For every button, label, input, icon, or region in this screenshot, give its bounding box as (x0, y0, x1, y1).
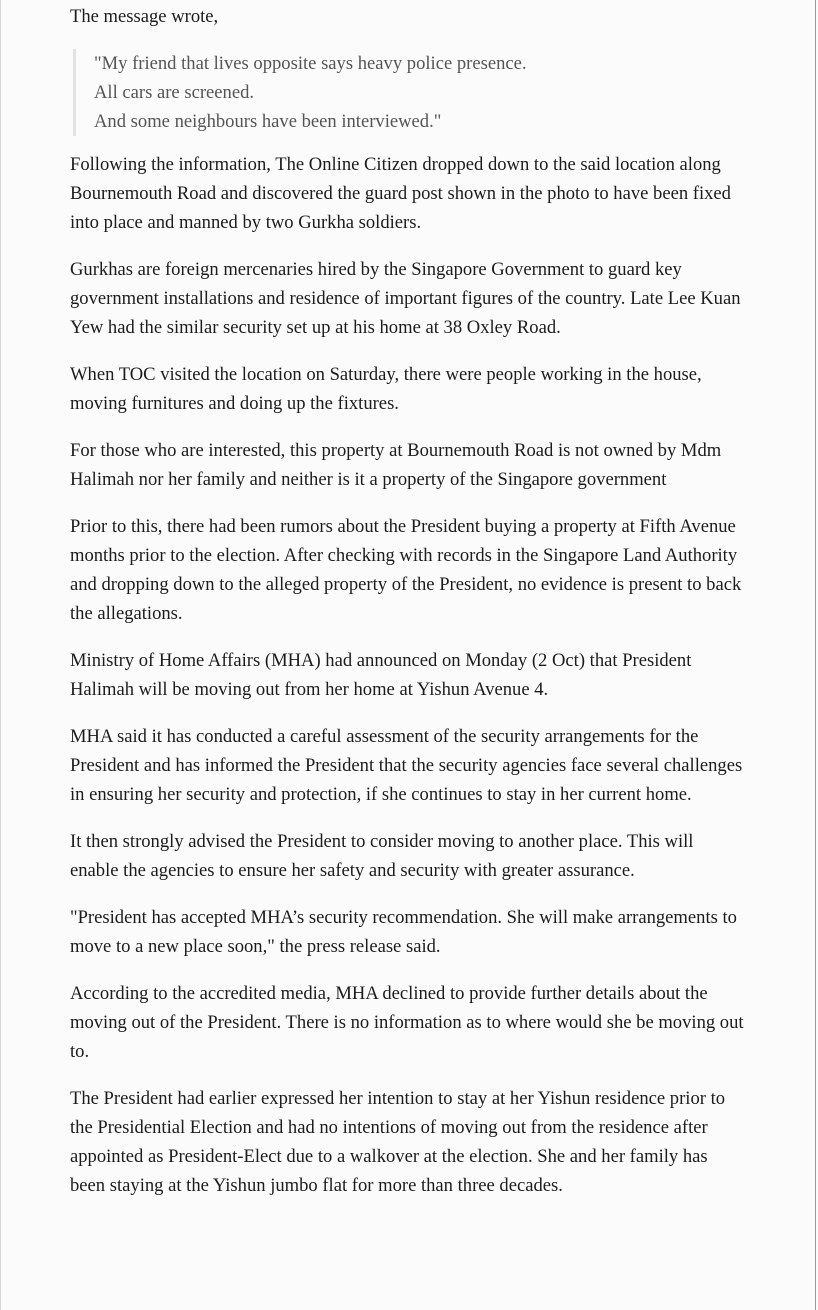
quote-line: And some neighbours have been interviewed." (94, 111, 442, 132)
intro-text: The message wrote, (70, 6, 219, 27)
paragraph: It then strongly advised the President to consider moving to another place. This will enable the agencies to ensure her safety and security with greater assurance. (70, 831, 694, 881)
paragraph: "President has accepted MHA’s security recommendation. She will make arrangements to move to a new place soon," the press release said. (70, 907, 737, 957)
paragraph: Ministry of Home Affairs (MHA) had announced on Monday (2 Oct) that President Halimah will be moving out from her home at Yishun Avenue 4. (70, 650, 692, 700)
paragraph: When TOC visited the location on Saturday, there were people working in the house, moving furnitures and doing up the fixtures. (70, 364, 702, 414)
blockquote (73, 49, 746, 136)
quote-line: "My friend that lives opposite says heavy police presence. (94, 53, 527, 74)
paragraph: Gurkhas are foreign mercenaries hired by the Singapore Government to guard key government installations and residence of important figures of the country. Late Lee Kuan Yew had the similar security set up at his home at 38 Oxley Road. (70, 259, 741, 338)
paragraph: Following the information, The Online Citizen dropped down to the said location along Bournemouth Road and discovered the guard post shown in the photo to have been fixed into place and manned by two Gurkha soldiers. (70, 154, 731, 233)
paragraph: According to the accredited media, MHA declined to provide further details about the moving out of the President. There is no information as to where would she be moving out to. (70, 983, 744, 1062)
article-body (70, 2, 746, 1218)
paragraph: MHA said it has conducted a careful assessment of the security arrangements for the President and has informed the President that the security agencies face several challenges in ensuring her security and protection, if she continues to stay in her current home. (70, 726, 743, 805)
paragraph: The President had earlier expressed her intention to stay at her Yishun residence prior to the Presidential Election and had no intentions of moving out from the residence after appointed as President-Elect due to a walkover at the election. She and her family has been staying at the Yishun jumbo flat for more than three decades. (70, 1088, 726, 1196)
paragraph: For those who are interested, this property at Bournemouth Road is not owned by Mdm Halimah nor her family and neither is it a property of the Singapore government (70, 440, 722, 490)
paragraph: Prior to this, there had been rumors about the President buying a property at Fifth Avenue months prior to the election. After checking with records in the Singapore Land Authority and dropping down to the alleged property of the President, no evidence is present to back the allegations. (70, 516, 742, 624)
quote-line: All cars are screened. (94, 82, 255, 103)
